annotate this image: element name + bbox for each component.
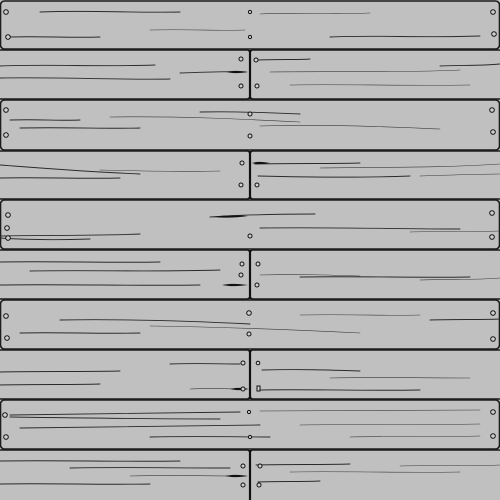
nail-icon (491, 10, 496, 15)
nail-icon (491, 410, 496, 415)
plank-right (250, 151, 500, 199)
nail-icon (4, 133, 9, 138)
plank-row-1 (1, 1, 500, 49)
plank-row-5 (0, 200, 500, 249)
plank-row-8 (0, 350, 500, 399)
plank-row-6 (0, 250, 500, 299)
plank-row-10 (0, 450, 500, 500)
plank-row-7 (1, 300, 500, 349)
nail-icon (4, 314, 9, 319)
nail-icon (491, 337, 496, 342)
nail-icon (247, 332, 251, 336)
nail-icon (492, 32, 497, 37)
nail-icon (255, 183, 259, 187)
nail-icon (248, 134, 252, 138)
nail-icon (255, 283, 259, 287)
nail-icon (490, 108, 495, 113)
nail-icon (6, 236, 11, 241)
plank-full (1, 100, 500, 150)
nail-icon (4, 435, 9, 440)
nail-icon (248, 35, 251, 38)
plank-row-3 (1, 100, 500, 150)
nail-icon (256, 262, 260, 266)
plank-full (1, 300, 500, 349)
plank-left (0, 250, 250, 299)
nail-icon (491, 130, 496, 135)
plank-row-9 (1, 400, 500, 449)
nail-icon (239, 84, 243, 88)
nail-icon (5, 226, 10, 231)
nail-icon (490, 211, 495, 216)
nail-icon (240, 262, 244, 266)
nail-icon (241, 387, 245, 391)
nail-icon (4, 108, 9, 113)
nail-icon (247, 410, 250, 413)
nail-icon (241, 483, 245, 487)
nail-icon (248, 435, 251, 438)
nail-icon (239, 273, 243, 277)
plank-full (1, 1, 500, 49)
nail-icon (248, 10, 251, 13)
nail-icon (257, 483, 261, 487)
plank-left (0, 50, 250, 99)
nail-icon (257, 386, 260, 391)
plank-left (0, 450, 250, 500)
nail-icon (490, 235, 495, 240)
nail-icon (6, 35, 11, 40)
nail-icon (6, 213, 11, 218)
plank-right (250, 450, 500, 500)
nail-icon (3, 413, 8, 418)
nail-icon (239, 183, 243, 187)
nail-icon (491, 434, 496, 439)
nail-icon (239, 57, 243, 61)
nail-icon (254, 58, 258, 62)
nail-icon (240, 161, 244, 165)
nail-icon (241, 464, 245, 468)
nail-icon (258, 464, 262, 468)
nail-icon (256, 361, 260, 365)
plank-right (250, 50, 500, 99)
plank-left (0, 151, 250, 199)
plank-row-4 (0, 151, 500, 199)
nail-icon (247, 311, 252, 316)
plank-full (1, 200, 500, 249)
nail-icon (4, 10, 9, 15)
nail-icon (255, 84, 259, 88)
plank-row-2 (0, 50, 500, 99)
nail-icon (5, 336, 10, 341)
nail-icon (241, 361, 245, 365)
nail-icon (248, 112, 252, 116)
nail-icon (491, 311, 496, 316)
plank-right (250, 350, 500, 399)
nail-icon (248, 234, 252, 238)
plank-left (0, 350, 250, 399)
